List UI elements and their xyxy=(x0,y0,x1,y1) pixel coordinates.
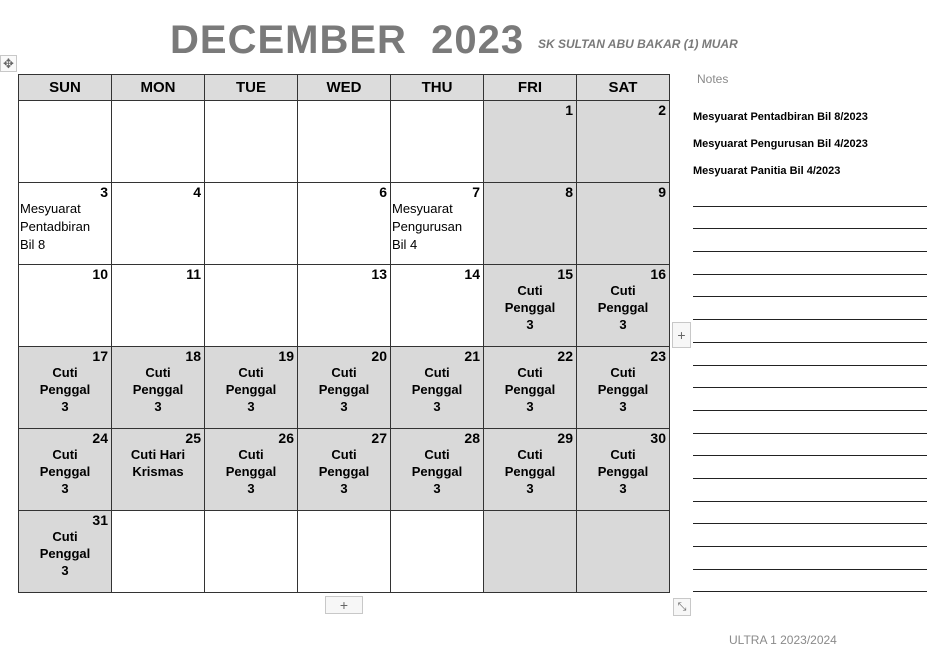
day-cell[interactable] xyxy=(577,265,670,347)
day-cell[interactable] xyxy=(298,511,391,593)
day-cell[interactable] xyxy=(484,265,577,347)
day-number: 2 xyxy=(658,102,666,118)
table-move-handle[interactable] xyxy=(0,55,17,72)
day-number: 30 xyxy=(650,430,666,446)
weekday-wed: WED xyxy=(298,75,391,101)
school-name: SK SULTAN ABU BAKAR (1) MUAR xyxy=(538,37,738,51)
week-row xyxy=(19,347,670,429)
day-cell[interactable] xyxy=(19,429,112,511)
day-number: 24 xyxy=(92,430,108,446)
weekday-header-row xyxy=(19,75,670,101)
plus-icon: + xyxy=(677,327,686,343)
day-cell[interactable] xyxy=(205,347,298,429)
day-number: 9 xyxy=(658,184,666,200)
day-cell[interactable] xyxy=(205,429,298,511)
day-cell[interactable] xyxy=(391,429,484,511)
day-event: Cuti Hari Krismas xyxy=(130,447,186,479)
day-cell[interactable] xyxy=(391,183,484,265)
day-event: Cuti Penggal 3 xyxy=(504,283,556,332)
week-row xyxy=(19,101,670,183)
note-entry[interactable]: Mesyuarat Pengurusan Bil 4/2023 xyxy=(693,138,868,150)
day-event: Cuti Penggal 3 xyxy=(39,529,91,578)
day-cell[interactable] xyxy=(298,347,391,429)
day-number: 17 xyxy=(92,348,108,364)
day-cell[interactable] xyxy=(577,347,670,429)
table-resize-handle[interactable] xyxy=(673,598,691,616)
note-line[interactable] xyxy=(693,343,927,366)
day-number: 26 xyxy=(278,430,294,446)
day-cell[interactable] xyxy=(19,347,112,429)
day-cell[interactable] xyxy=(577,429,670,511)
day-number: 31 xyxy=(92,512,108,528)
day-number: 15 xyxy=(557,266,573,282)
calendar-title: DECEMBER 2023 xyxy=(170,18,525,62)
day-cell[interactable] xyxy=(112,511,205,593)
day-event: Cuti Penggal 3 xyxy=(225,365,277,414)
day-cell[interactable] xyxy=(391,511,484,593)
day-cell[interactable] xyxy=(112,183,205,265)
plus-icon: + xyxy=(339,597,349,613)
note-line[interactable] xyxy=(693,456,927,479)
day-number: 23 xyxy=(650,348,666,364)
footer-text: ULTRA 1 2023/2024 xyxy=(729,633,837,647)
note-entry[interactable]: Mesyuarat Panitia Bil 4/2023 xyxy=(693,165,841,177)
day-cell[interactable] xyxy=(391,101,484,183)
day-cell[interactable] xyxy=(19,511,112,593)
day-event: Cuti Penggal 3 xyxy=(225,447,277,496)
notes-label: Notes xyxy=(697,72,729,86)
resize-icon: ⤡ xyxy=(677,601,687,613)
day-number: 14 xyxy=(464,266,480,282)
day-event: Mesyuarat Pengurusan Bil 4 xyxy=(392,201,463,252)
note-line[interactable] xyxy=(693,297,927,320)
day-event: Cuti Penggal 3 xyxy=(504,365,556,414)
day-cell[interactable] xyxy=(484,511,577,593)
day-number: 7 xyxy=(472,184,480,200)
day-cell[interactable] xyxy=(205,183,298,265)
note-line[interactable] xyxy=(693,366,927,389)
day-cell[interactable] xyxy=(298,429,391,511)
day-cell[interactable] xyxy=(391,347,484,429)
day-number: 19 xyxy=(278,348,294,364)
day-number: 18 xyxy=(185,348,201,364)
note-line[interactable] xyxy=(693,524,927,547)
day-cell[interactable] xyxy=(112,429,205,511)
day-cell[interactable] xyxy=(298,101,391,183)
weekday-thu: THU xyxy=(391,75,484,101)
day-number: 25 xyxy=(185,430,201,446)
calendar-body xyxy=(19,101,670,593)
day-cell[interactable] xyxy=(391,265,484,347)
day-event: Cuti Penggal 3 xyxy=(318,447,370,496)
day-number: 10 xyxy=(92,266,108,282)
day-cell[interactable] xyxy=(112,265,205,347)
week-row xyxy=(19,429,670,511)
day-cell[interactable] xyxy=(19,183,112,265)
note-line[interactable] xyxy=(693,502,927,525)
day-cell[interactable] xyxy=(205,101,298,183)
day-number: 11 xyxy=(186,266,201,282)
day-cell[interactable] xyxy=(19,101,112,183)
day-event: Cuti Penggal 3 xyxy=(39,447,91,496)
weekday-sat: SAT xyxy=(577,75,670,101)
day-number: 8 xyxy=(565,184,573,200)
note-line[interactable] xyxy=(693,252,927,275)
note-line[interactable] xyxy=(693,411,927,434)
day-number: 27 xyxy=(371,430,387,446)
day-cell[interactable] xyxy=(484,347,577,429)
day-cell[interactable] xyxy=(298,183,391,265)
day-cell[interactable] xyxy=(298,265,391,347)
note-line[interactable] xyxy=(693,434,927,457)
day-cell[interactable] xyxy=(577,101,670,183)
weekday-mon: MON xyxy=(112,75,205,101)
day-number: 28 xyxy=(464,430,480,446)
day-event: Cuti Penggal 3 xyxy=(318,365,370,414)
day-event: Cuti Penggal 3 xyxy=(132,365,184,414)
day-cell[interactable] xyxy=(112,101,205,183)
note-line[interactable] xyxy=(693,320,927,343)
note-line[interactable] xyxy=(693,479,927,502)
day-cell[interactable] xyxy=(19,265,112,347)
week-row xyxy=(19,183,670,265)
day-cell[interactable] xyxy=(205,265,298,347)
day-number: 3 xyxy=(100,184,108,200)
note-line[interactable] xyxy=(693,207,927,230)
day-cell[interactable] xyxy=(484,429,577,511)
note-line[interactable] xyxy=(693,275,927,298)
weekday-sun: SUN xyxy=(19,75,112,101)
note-line[interactable] xyxy=(693,547,927,570)
day-number: 21 xyxy=(464,348,480,364)
add-column-button[interactable] xyxy=(672,322,691,348)
day-event: Cuti Penggal 3 xyxy=(597,447,649,496)
day-number: 22 xyxy=(557,348,573,364)
day-event: Cuti Penggal 3 xyxy=(504,447,556,496)
day-number: 4 xyxy=(193,184,201,200)
day-cell[interactable] xyxy=(484,101,577,183)
day-cell[interactable] xyxy=(577,183,670,265)
day-number: 13 xyxy=(371,266,387,282)
note-line[interactable] xyxy=(693,184,927,207)
day-cell[interactable] xyxy=(112,347,205,429)
week-row xyxy=(19,265,670,347)
weekday-fri: FRI xyxy=(484,75,577,101)
day-event: Cuti Penggal 3 xyxy=(597,283,649,332)
note-entry[interactable]: Mesyuarat Pentadbiran Bil 8/2023 xyxy=(693,111,868,123)
add-row-button[interactable] xyxy=(325,596,363,614)
notes-lines xyxy=(693,184,927,592)
day-number: 29 xyxy=(557,430,573,446)
day-number: 6 xyxy=(379,184,387,200)
day-event: Cuti Penggal 3 xyxy=(597,365,649,414)
day-number: 16 xyxy=(650,266,666,282)
note-line[interactable] xyxy=(693,229,927,252)
calendar-table xyxy=(18,74,670,593)
note-line[interactable] xyxy=(693,388,927,411)
day-cell[interactable] xyxy=(205,511,298,593)
day-cell[interactable] xyxy=(484,183,577,265)
day-cell[interactable] xyxy=(577,511,670,593)
day-number: 1 xyxy=(565,102,573,118)
day-event: Cuti Penggal 3 xyxy=(39,365,91,414)
day-number: 20 xyxy=(371,348,387,364)
note-line[interactable] xyxy=(693,570,927,593)
day-event: Cuti Penggal 3 xyxy=(411,365,463,414)
day-event: Cuti Penggal 3 xyxy=(411,447,463,496)
week-row xyxy=(19,511,670,593)
move-icon: ✥ xyxy=(3,56,14,71)
weekday-tue: TUE xyxy=(205,75,298,101)
day-event: Mesyuarat Pentadbiran Bil 8 xyxy=(20,201,91,252)
